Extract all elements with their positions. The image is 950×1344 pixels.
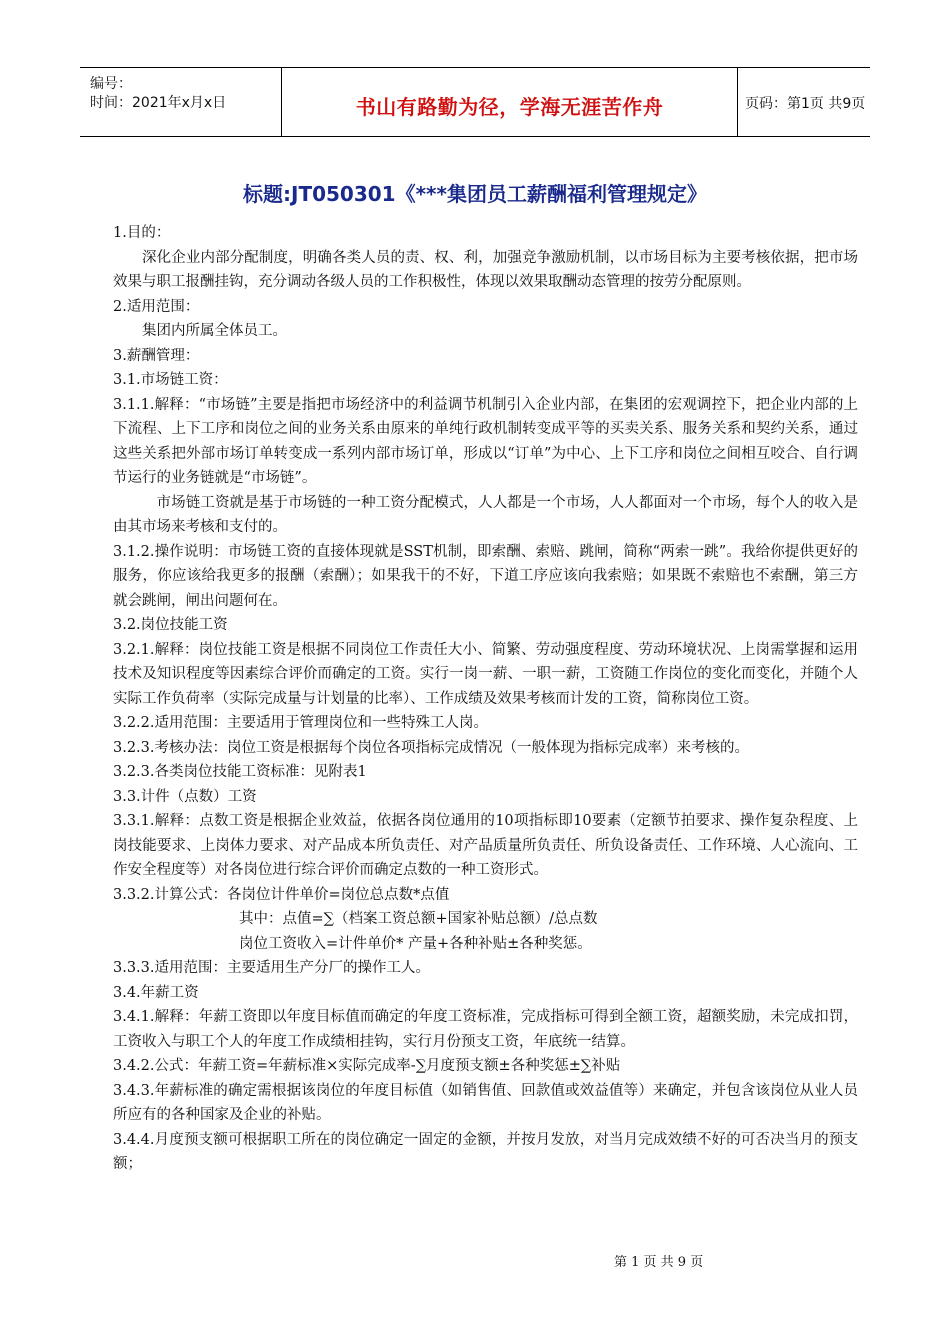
formula-line: 3.4.2.公式：年薪工资=年薪标准×实际完成率-∑月度预支额±各种奖惩±∑补贴	[113, 1058, 621, 1074]
formula-line: 岗位工资收入=计件单价* 产量+各种补贴±各种奖惩。	[239, 935, 592, 952]
section-heading: 3.4.年薪工资	[113, 984, 199, 1001]
page-footer: 第 1 页 共 9 页	[614, 1255, 704, 1270]
document-body	[113, 221, 858, 1177]
header-table	[80, 67, 870, 137]
section-heading: 3.3.计件（点数）工资	[113, 788, 257, 805]
paragraph: 3.2.3.考核办法：岗位工资是根据每个岗位各项指标完成情况（一般体现为指标完成率）来考核的。	[113, 739, 749, 756]
section-heading: 3.薪酬管理：	[113, 347, 200, 364]
page-info: 页码：第1页 共9页	[745, 96, 866, 112]
paragraph: 市场链工资就是基于市场链的一种工资分配模式，人人都是一个市场，人人都面对一个市场，每个人的收入是由其市场来考核和支付的。	[113, 494, 858, 535]
paragraph: 集团内所属全体员工。	[142, 323, 287, 339]
paragraph: 3.2.2.适用范围：主要适用于管理岗位和一些特殊工人岗。	[113, 715, 489, 731]
section-heading: 3.1.市场链工资：	[113, 372, 228, 388]
formula-line: 其中：点值=∑（档案工资总额+国家补贴总额）/总点数	[239, 911, 598, 927]
paragraph: 3.2.1.解释：岗位技能工资是根据不同岗位工作责任大小、简繁、劳动强度程度、劳动环境状况、上岗需掌握和运用技术及知识程度等因素综合评价而确定的工资。实行一岗一薪、一职一薪，工资随工作岗位的变化而变化，并随个人实际工作负荷率（实际完成量与计划量的比率）、工作成绩及效果考核而计发的工资，简称岗位工资。	[113, 641, 858, 707]
paragraph: 3.1.1.解释：“市场链”主要是指把市场经济中的利益调节机制引入企业内部，在集团的宏观调控下，把企业内部的上下流程、上下工序和岗位之间的业务关系由原来的单纯行政机制转变成平等的买卖关系、服务关系和契约关系，通过这些关系把外部市场订单转变成一系列内部市场订单，形成以“订单”为中心、上下工序和岗位之间相互咬合、自行调节运行的业务链就是“市场链”。	[113, 396, 858, 486]
paragraph: 3.4.3.年薪标准的确定需根据该岗位的年度目标值（如销售值、回款值或效益值等）来确定，并包含该岗位从业人员所应有的各种国家及企业的补贴。	[113, 1082, 858, 1123]
paragraph: 3.3.1.解释：点数工资是根据企业效益，依据各岗位通用的10项指标即10要素（定额节拍要求、操作复杂程度、上岗技能要求、上岗体力要求、对产品成本所负责任、对产品质量所负责任、所负设备责任、工作环境、人心流向、工作安全程度等）对各岗位进行综合评价而确定点数的一种工资形式。	[113, 813, 858, 878]
section-heading: 3.2.岗位技能工资	[113, 617, 228, 633]
section-heading: 2.适用范围：	[113, 298, 200, 315]
paragraph: 3.2.3.各类岗位技能工资标准：见附表1	[113, 764, 367, 780]
paragraph: 3.1.2.操作说明：市场链工资的直接体现就是SST机制，即索酬、索赔、跳闸，简称“两索一跳”。我给你提供更好的服务，你应该给我更多的报酬（索酬）；如果我干的不好，下道工序应该向我索赔；如果既不索赔也不索酬，第三方就会跳闸，闸出问题何在。	[113, 543, 858, 609]
header-left-cell	[80, 68, 281, 136]
number-label: 编号：	[90, 76, 132, 92]
formula-line: 3.3.2.计算公式：各岗位计件单价=岗位总点数*点值	[113, 886, 450, 903]
paragraph: 深化企业内部分配制度，明确各类人员的责、权、利，加强竞争激励机制，以市场目标为主要考核依据，把市场效果与职工报酬挂钩，充分调动各级人员的工作积极性，体现以效果取酬动态管理的按劳分配原则。	[113, 249, 858, 290]
time-label: 时间：2021年x月x日	[90, 95, 227, 111]
paragraph: 3.4.1.解释：年薪工资即以年度目标值而确定的年度工资标准，完成指标可得到全额工资，超额奖励，未完成扣罚，工资收入与职工个人的年度工作成绩相挂钩，实行月份预支工资，年底统一结算。	[113, 1009, 858, 1050]
header-middle-cell	[281, 68, 738, 136]
document-title: 标题:JT050301《***集团员工薪酬福利管理规定》	[243, 182, 707, 206]
header-right-cell	[737, 68, 870, 136]
paragraph: 3.4.4.月度预支额可根据职工所在的岗位确定一固定的金额，并按月发放，对当月完成效绩不好的可否决当月的预支额；	[113, 1131, 858, 1172]
paragraph: 3.3.3.适用范围：主要适用生产分厂的操作工人。	[113, 960, 431, 976]
section-heading: 1.目的：	[113, 225, 171, 241]
motto: 书山有路勤为径，学海无涯苦作舟	[355, 95, 664, 119]
